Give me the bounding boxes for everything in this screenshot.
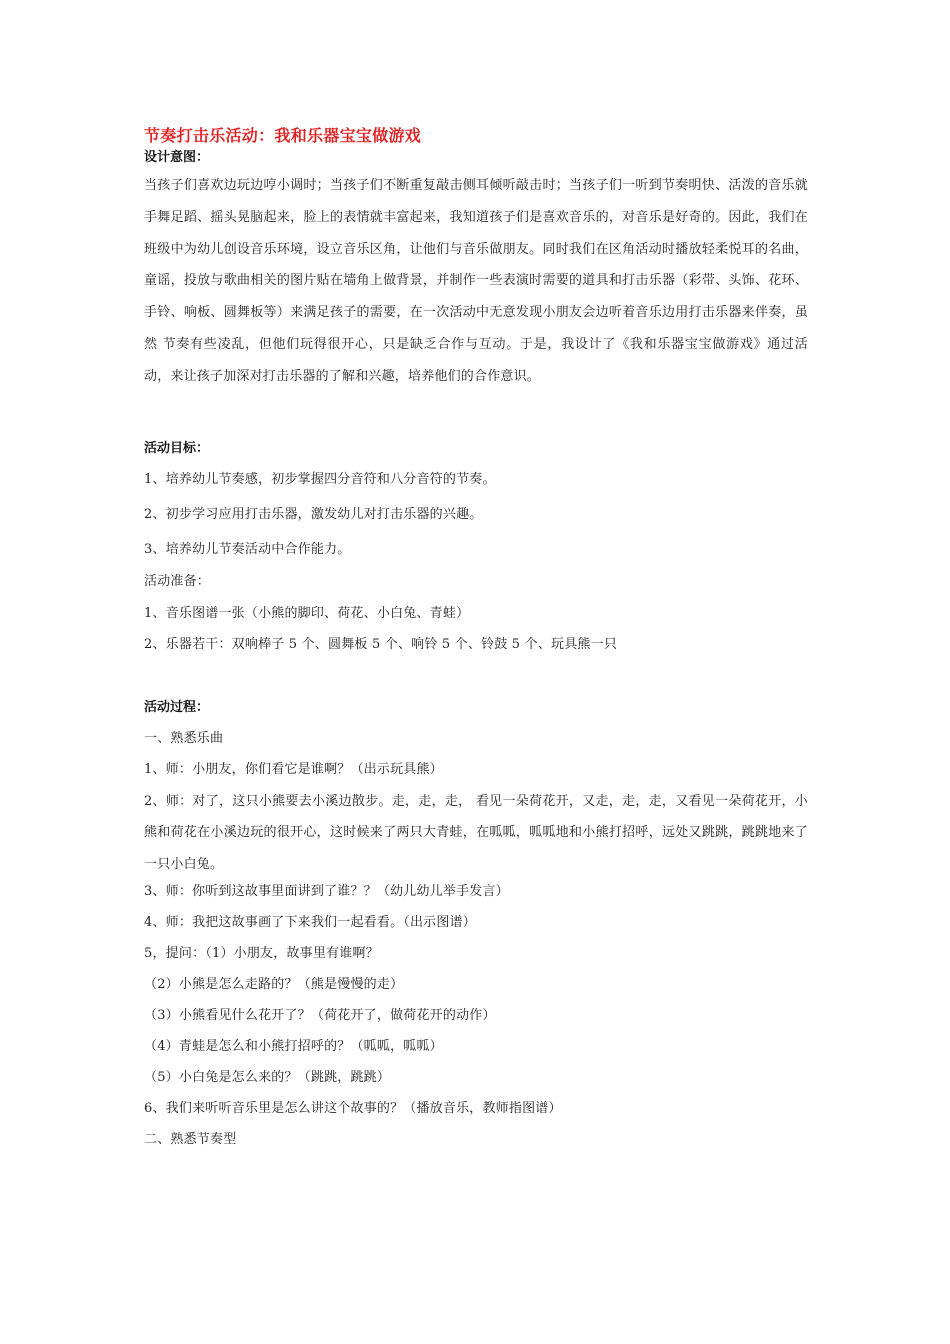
preparation-item-1: 1、音乐图谱一张（小熊的脚印、荷花、小白兔、青蛙） bbox=[144, 605, 470, 621]
goal-item-2: 2、初步学习应用打击乐器，激发幼儿对打击乐器的兴趣。 bbox=[144, 506, 483, 522]
goal-item-1: 1、培养幼儿节奏感，初步掌握四分音符和八分音符的节奏。 bbox=[144, 471, 496, 487]
process-step-2: 2、师：对了，这只小熊要去小溪边散步。走，走，走， 看见一朵荷花开，又走，走，走，又看见一朵荷花开，小熊和荷花在小溪边玩的很开心，这时候来了两只大青蛙，在呱呱，呱呱地和小熊打招呼，远处又跳跳，跳跳地来了一只小白兔。 bbox=[144, 793, 808, 872]
document-page bbox=[144, 124, 808, 1150]
process-step-6: 6、我们来听听音乐里是怎么讲这个故事的？（播放音乐，教师指图谱） bbox=[144, 1101, 562, 1117]
design-intent-paragraph: 当孩子们喜欢边玩边哼小调时；当孩子们不断重复敲击侧耳倾听敲击时；当孩子们一听到节奏明快、活泼的音乐就手舞足蹈、摇头晃脑起来，脸上的表情就丰富起来，我知道孩子们是喜欢音乐的，对音乐是好奇的。因此，我们在班级中为幼儿创设音乐环境，设立音乐区角，让他们与音乐做朋友。同时我们在区角活动时播放轻柔悦耳的名曲，童谣，投放与歌曲相关的图片贴在墙角上做背景，并制作一些表演时需要的道具和打击乐器（彩带、头饰、花环、手铃、响板、圆舞板等）来满足孩子的需要，在一次活动中无意发现小朋友会边听着音乐边用打击乐器来伴奏，虽然 节奏有些凌乱，但他们玩得很开心，只是缺乏合作与互动。于是，我设计了《我和乐器宝宝做游戏》通过活动，来让孩子加深对打击乐器的了解和兴趣，培养他们的合作意识。 bbox=[144, 178, 808, 384]
goals-heading: 活动目标： bbox=[144, 440, 210, 456]
preparation-heading: 活动准备： bbox=[144, 573, 211, 589]
preparation-item-2: 2、乐器若干：双响棒子 5 个、圆舞板 5 个、响铃 5 个、铃鼓 5 个、玩具熊一只 bbox=[144, 636, 618, 652]
process-question-4: （4）青蛙是怎么和小熊打招呼的？（呱呱，呱呱） bbox=[144, 1039, 443, 1055]
design-intent-heading: 设计意图： bbox=[144, 150, 210, 165]
process-step-1: 1、师：小朋友，你们看它是谁啊？（出示玩具熊） bbox=[144, 761, 443, 777]
process-heading: 活动过程： bbox=[144, 699, 210, 715]
spacer bbox=[144, 393, 808, 439]
spacer bbox=[144, 655, 808, 698]
process-step-4: 4、师：我把这故事画了下来我们一起看看。（出示图谱） bbox=[144, 915, 476, 931]
process-question-3: （3）小熊看见什么花开了？（荷花开了，做荷花开的动作） bbox=[144, 1008, 496, 1024]
goal-item-3: 3、培养幼儿节奏活动中合作能力。 bbox=[144, 541, 351, 557]
process-question-5: （5）小白兔是怎么来的？（跳跳，跳跳） bbox=[144, 1070, 391, 1086]
process-part-1-title: 一、熟悉乐曲 bbox=[144, 730, 224, 746]
process-step-3: 3、师：你听到这故事里面讲到了谁？？（幼儿幼儿举手发言） bbox=[144, 884, 509, 900]
document-title: 节奏打击乐活动：我和乐器宝宝做游戏 bbox=[144, 126, 422, 145]
process-part-2-title: 二、熟悉节奏型 bbox=[144, 1132, 237, 1148]
process-step-5: 5，提问：（1）小朋友，故事里有谁啊？ bbox=[144, 946, 379, 962]
process-question-2: （2）小熊是怎么走路的？（熊是慢慢的走） bbox=[144, 977, 404, 993]
